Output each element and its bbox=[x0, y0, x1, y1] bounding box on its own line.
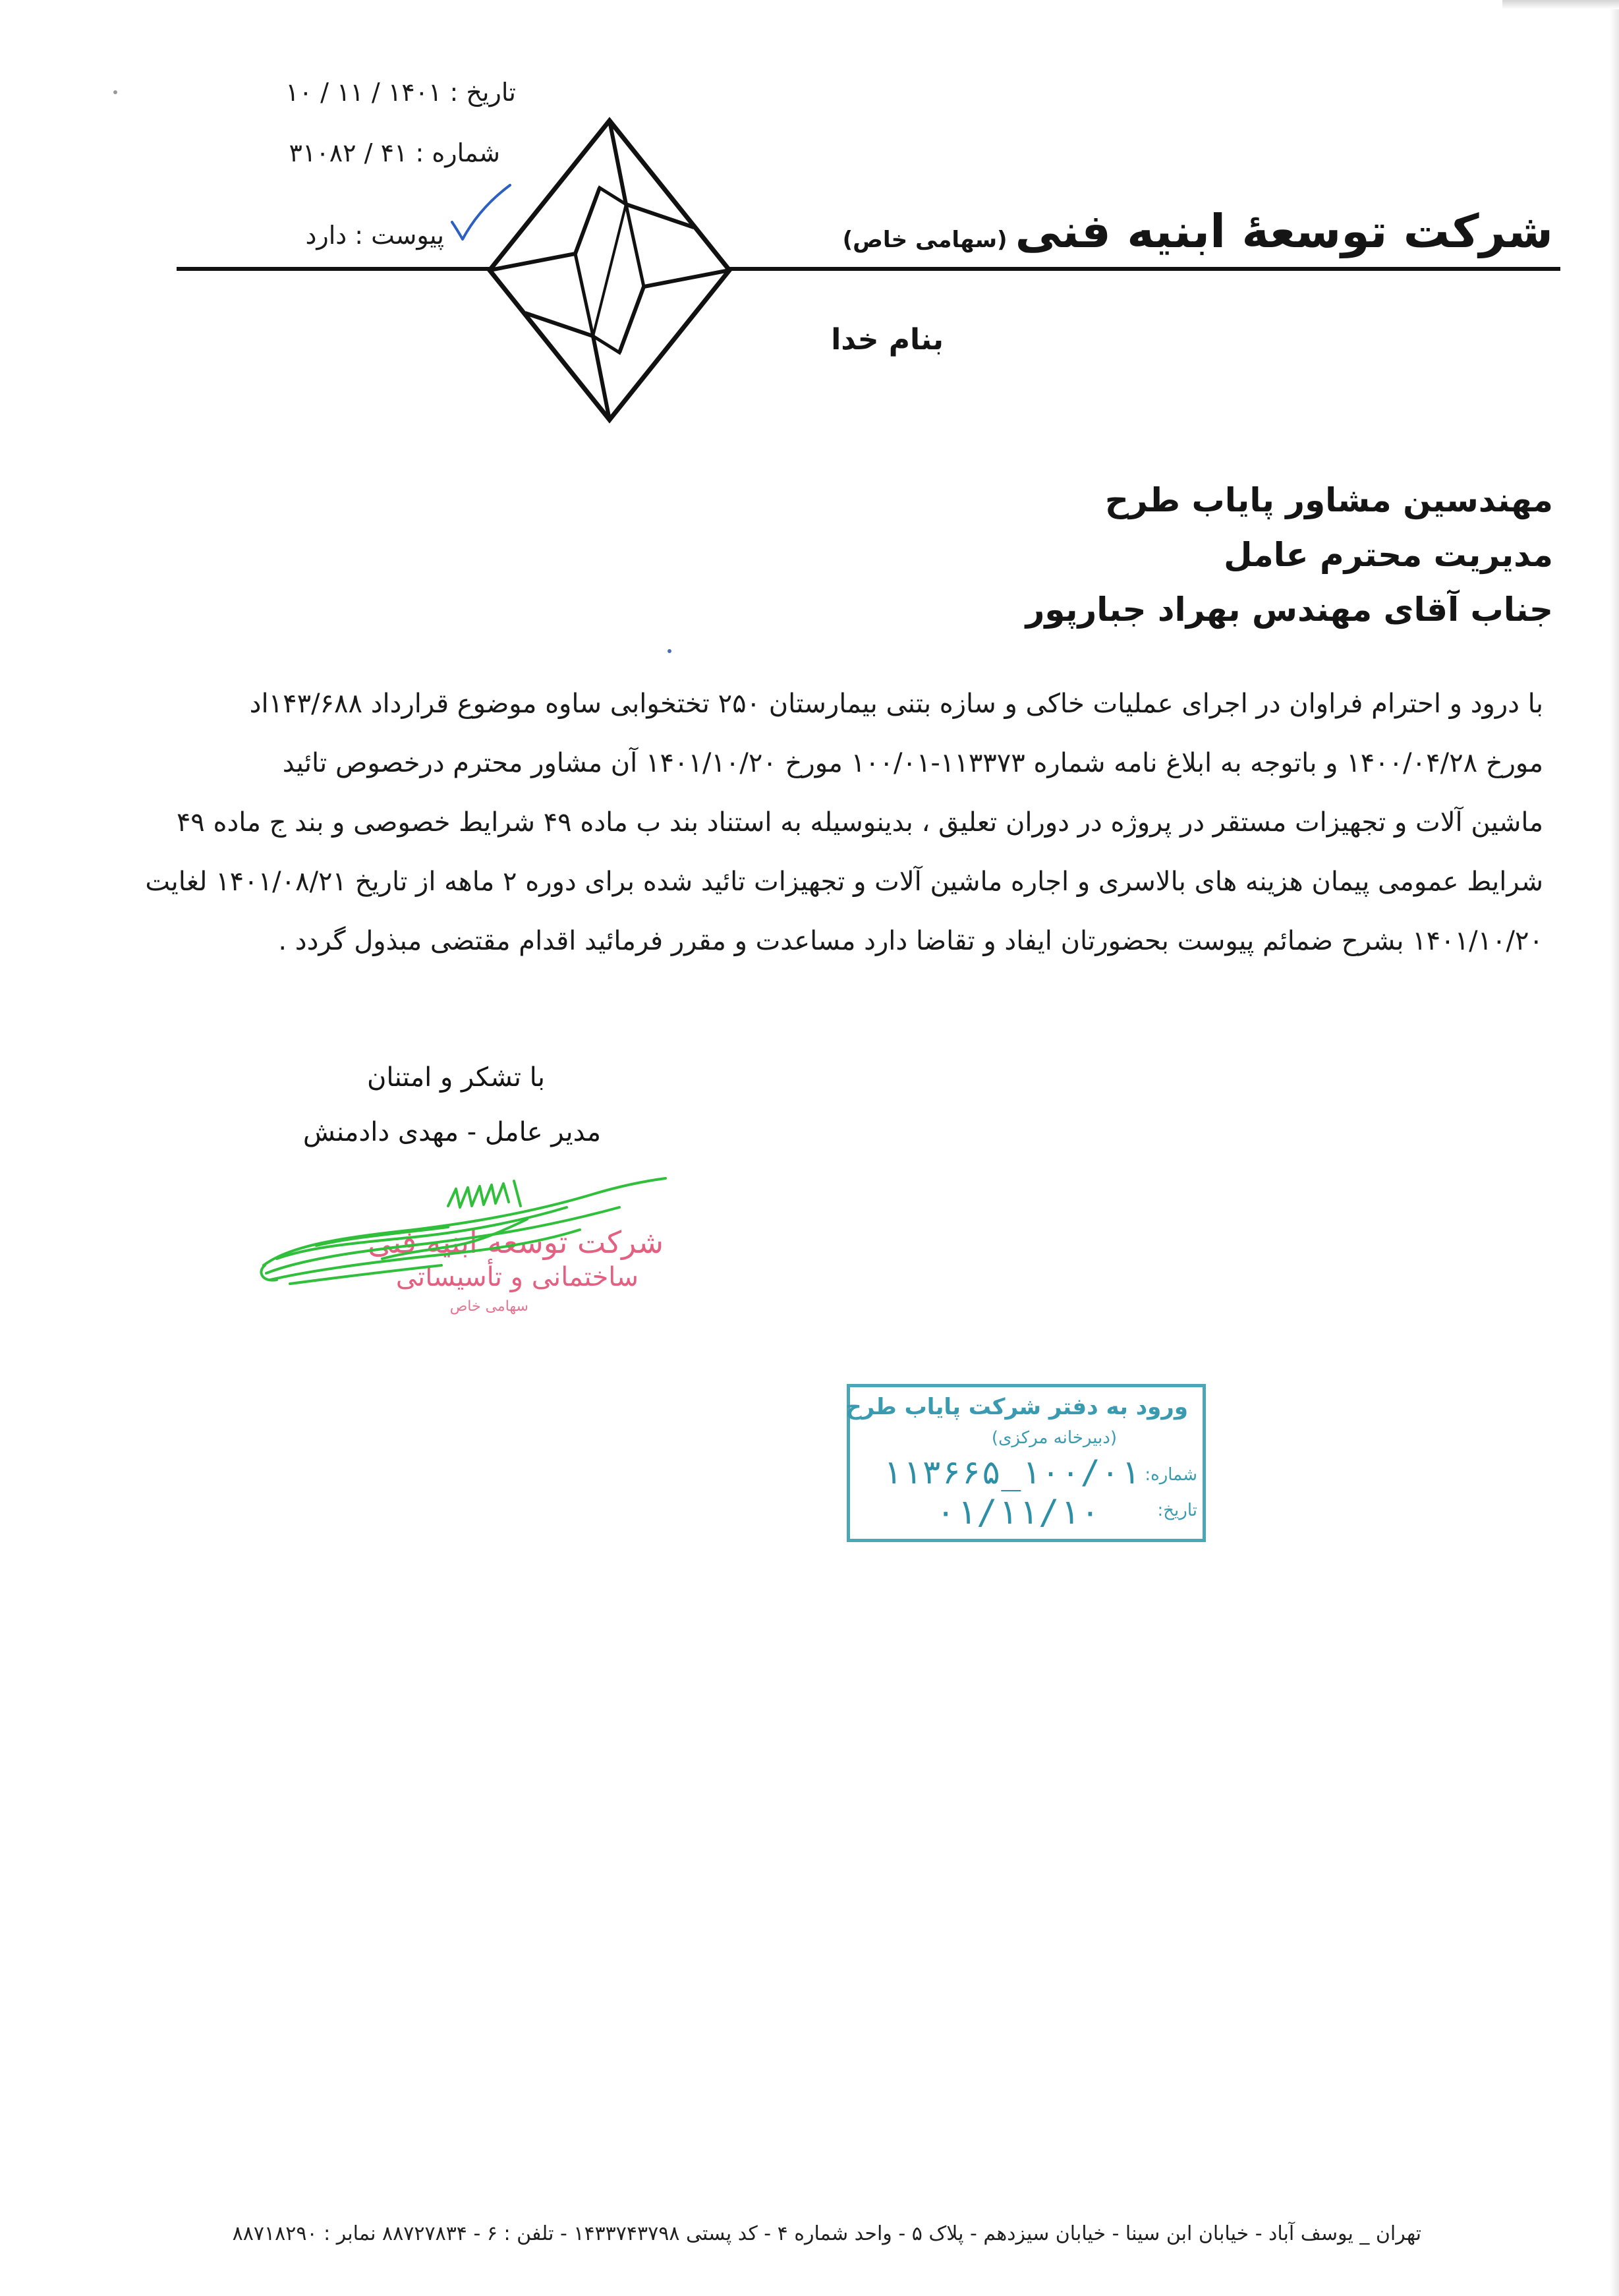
body-paragraph-line: مورخ ۱۴۰۰/۰۴/۲۸ و باتوجه به ابلاغ نامه شماره ۱۱۳۳۷۳-۱۰۰/۰۱ مورخ ۱۴۰۱/۱۰/۲۰ آن مشاور محترم درخصوص تائید bbox=[282, 748, 1543, 778]
letter-number: شماره : ۴۱ / ۳۱۰۸۲ bbox=[289, 138, 500, 167]
ink-dot bbox=[667, 649, 671, 653]
scan-speck bbox=[113, 90, 117, 94]
stamp-date-label: تاریخ: bbox=[1157, 1501, 1197, 1520]
body-paragraph-line: ماشین آلات و تجهیزات مستقر در پروژه در دوران تعلیق ، بدینوسیله به استناد بند ب ماده ۴۹ شرایط خصوصی و بند ج ماده ۴۹ bbox=[176, 807, 1543, 838]
company-seal-line: ساختمانی و تأسیساتی bbox=[395, 1262, 639, 1292]
stamp-title: ورود به دفتر شرکت پایاب طرح bbox=[845, 1394, 1188, 1420]
scan-edge-top bbox=[1502, 0, 1619, 9]
stamp-subtitle: (دبیرخانه مرکزی) bbox=[991, 1428, 1117, 1448]
signature-mark bbox=[250, 1166, 672, 1298]
company-logo bbox=[484, 115, 735, 425]
stamp-number-label: شماره: bbox=[1145, 1465, 1197, 1485]
company-type: (سهامی خاص) bbox=[842, 227, 1008, 253]
recipient-line: مهندسین مشاور پایاب طرح bbox=[1104, 481, 1553, 519]
footer-address: تهران _ یوسف آباد - خیابان ابن سینا - خیابان سیزدهم - پلاک ۵ - واحد شماره ۴ - کد پستی ۱۴۳۳۷۴۳۷۹۸ - تلفن : ۶ - ۸۸۷۲۷۸۳۴ نمابر : ۸۸۷۱۸۲۹۰ bbox=[232, 2222, 1421, 2245]
company-name: شرکت توسعۀ ابنیه فنی bbox=[1015, 204, 1553, 258]
stamp-number-value: ۱۰۰/۰۱_۱۱۳۶۶۵ bbox=[882, 1453, 1140, 1491]
stamp-date-value: ۰۱/۱۱/۱۰ bbox=[935, 1493, 1100, 1532]
letter-date: تاریخ : ۱۴۰۱ / ۱۱ / ۱۰ bbox=[285, 78, 516, 107]
company-seal-line: شرکت توسعه ابنیه فنی bbox=[367, 1224, 664, 1260]
recipient-line: مدیریت محترم عامل bbox=[1224, 536, 1553, 574]
signer-name: مدیر عامل - مهدی دادمنش bbox=[302, 1117, 601, 1147]
body-paragraph-line: ۱۴۰۱/۱۰/۲۰ بشرح ضمائم پیوست بحضورتان ایفاد و تقاضا دارد مساعدت و مقرر فرمائید اقدام مقتضی مبذول گردد . bbox=[278, 926, 1543, 956]
company-header bbox=[843, 204, 1553, 258]
incoming-stamp bbox=[847, 1384, 1206, 1542]
scan-edge bbox=[1610, 0, 1619, 2296]
header-rule bbox=[177, 267, 1560, 271]
letter-attachment: پیوست : دارد bbox=[305, 221, 444, 250]
recipient-line: جناب آقای مهندس بهراد جبارپور bbox=[1025, 590, 1553, 629]
body-paragraph-line: با درود و احترام فراوان در اجرای عملیات خاکی و سازه بتنی بیمارستان ۲۵۰ تختخوابی ساوه موضوع قرارداد ۱۴۳/۶۸۸اد bbox=[249, 689, 1543, 719]
body-paragraph-line: شرایط عمومی پیمان هزینه های بالاسری و اجاره ماشین آلات و تجهیزات تائید شده برای دوره ۲ ماهه از تاریخ ۱۴۰۱/۰۸/۲۱ لغایت bbox=[145, 867, 1543, 897]
closing-phrase: با تشکر و امتنان bbox=[367, 1062, 545, 1093]
company-seal-line: سهامی خاص bbox=[449, 1298, 528, 1315]
besmellah-heading: بنام خدا bbox=[831, 323, 944, 357]
